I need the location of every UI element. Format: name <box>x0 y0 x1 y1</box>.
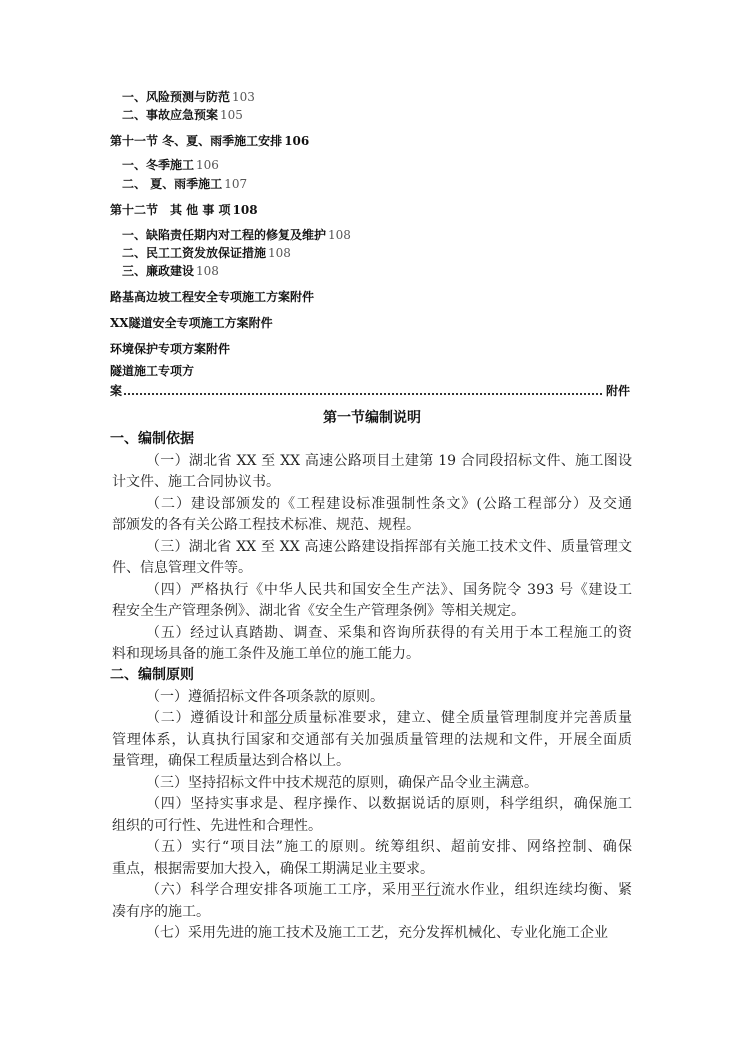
paragraph-line: 重点，根据需要加大投入，确保工期满足业主要求。 <box>112 860 434 877</box>
toc-label: 第十一节 冬、夏、雨季施工安排 <box>110 134 283 148</box>
paragraph-line: （七）采用先进的施工技术及施工工艺，充分发挥机械化、专业化施工企业 <box>146 925 608 941</box>
toc-page-number: 106 <box>196 158 219 172</box>
paragraph-line: （五）实行“项目法”施工的原则。统筹组织、超前安排、网络控制、确保 <box>146 839 632 855</box>
section-heading: 二、编制原则 <box>110 667 194 683</box>
paragraph-line: 程安全生产管理条例》、湖北省《安全生产管理条例》等相关规定。 <box>112 603 525 619</box>
paragraph-line: 凑有序的施工。 <box>112 903 210 920</box>
toc-page-number: 108 <box>196 264 219 278</box>
toc-entry[interactable] <box>110 201 258 219</box>
paragraph-line: （一）遵循招标文件各项条款的原则。 <box>146 688 384 705</box>
paragraph-line: （五）经过认真踏勘、调查、采集和咨询所获得的有关用于本工程施工的资 <box>146 624 632 641</box>
toc-label: 一、风险预测与防范 <box>122 90 231 104</box>
toc-label: 路基高边坡工程安全专项施工方案附件 <box>110 290 315 304</box>
toc-entry[interactable] <box>122 175 247 193</box>
toc-entry[interactable] <box>110 288 314 306</box>
toc-entry[interactable] <box>110 362 194 380</box>
toc-label: 三、廉政建设 <box>122 264 195 278</box>
toc-entry[interactable] <box>122 88 255 106</box>
toc-label: 隧道施工专项方 <box>110 364 195 378</box>
paragraph-line: （一）湖北省 XX 至 XX 高速公路项目土建第 19 合同段招标文件、施工图设 <box>146 452 632 469</box>
toc-entry[interactable] <box>122 226 351 244</box>
paragraph-line: 计文件、施工合同协议书。 <box>112 474 280 490</box>
paragraph-line <box>146 881 632 899</box>
paragraph-line: 组织的可行性、先进性和合理性。 <box>112 817 322 834</box>
toc-entry[interactable] <box>110 382 630 400</box>
underlined-text: 平行 <box>411 882 441 898</box>
toc-entry[interactable] <box>122 156 219 174</box>
toc-label: XX隧道安全专项施工方案附件 <box>110 316 273 330</box>
paragraph-line: （三）湖北省 XX 至 XX 高速公路建设指挥部有关施工技术文件、质量管理文 <box>146 538 632 555</box>
text-segment: （六）科学合理安排各项施工工序，采用 <box>146 882 412 898</box>
text-segment: 质量标准要求，建立、健全质量管理制度并完善质量 <box>293 710 632 726</box>
toc-label: 环境保护专项方案附件 <box>110 342 231 356</box>
toc-entry[interactable] <box>122 106 243 124</box>
toc-label: 二、事故应急预案 <box>122 108 219 122</box>
toc-leader-dots <box>124 382 602 395</box>
section-title: 第一节编制说明 <box>323 410 421 426</box>
toc-page-number: 106 <box>284 134 310 148</box>
toc-label: 一、缺陷责任期内对工程的修复及维护 <box>122 228 327 242</box>
paragraph-line <box>146 709 632 727</box>
toc-page-number: 107 <box>224 177 248 191</box>
paragraph-line: 料和现场具备的施工条件及施工单位的施工能力。 <box>112 646 420 662</box>
toc-page-number: 108 <box>232 203 258 217</box>
toc-page-number: 103 <box>232 90 255 104</box>
paragraph-line: 件、信息管理文件等。 <box>112 560 252 576</box>
text-segment: 流水作业，组织连续均衡、紧 <box>441 882 632 898</box>
section-heading: 一、编制依据 <box>110 431 194 447</box>
paragraph-line: （四）严格执行《中华人民共和国安全生产法》、国务院令 393 号《建设工 <box>146 581 632 598</box>
toc-label: 一、冬季施工 <box>122 158 195 172</box>
paragraph-line: 管理体系，认真执行国家和交通部有关加强质量管理的法规和文件，开展全面质 <box>112 731 632 748</box>
paragraph-line: （三）坚持招标文件中技术规范的原则，确保产品令业主满意。 <box>146 774 538 791</box>
paragraph-line: （四）坚持实事求是、程序操作、以数据说话的原则，科学组织，确保施工 <box>146 796 632 812</box>
toc-label: 第十二节 其 他 事 项 <box>110 203 231 217</box>
toc-page-number: 108 <box>328 228 351 242</box>
underlined-text: 部分 <box>264 710 294 726</box>
toc-label: 二、民工工资发放保证措施 <box>122 246 267 260</box>
paragraph-line: （二）建设部颁发的《工程建设标准强制性条文》(公路工程部分）及交通 <box>146 495 632 512</box>
paragraph-line: 量管理，确保工程质量达到合格以上。 <box>112 753 350 769</box>
toc-entry[interactable] <box>110 132 309 150</box>
toc-label: 案 <box>110 384 123 398</box>
toc-entry[interactable] <box>110 340 230 358</box>
toc-page-number: 108 <box>268 246 291 260</box>
text-segment: （二）遵循设计和 <box>146 710 264 726</box>
toc-entry[interactable] <box>122 244 291 262</box>
toc-label: 二、 夏、雨季施工 <box>122 177 223 191</box>
toc-page-number: 105 <box>220 108 243 122</box>
toc-entry[interactable] <box>122 262 219 280</box>
toc-page-number: 附件 <box>605 384 630 398</box>
paragraph-line: 部颁发的各有关公路工程技术标准、规范、规程。 <box>112 517 420 533</box>
toc-entry[interactable] <box>110 314 273 332</box>
